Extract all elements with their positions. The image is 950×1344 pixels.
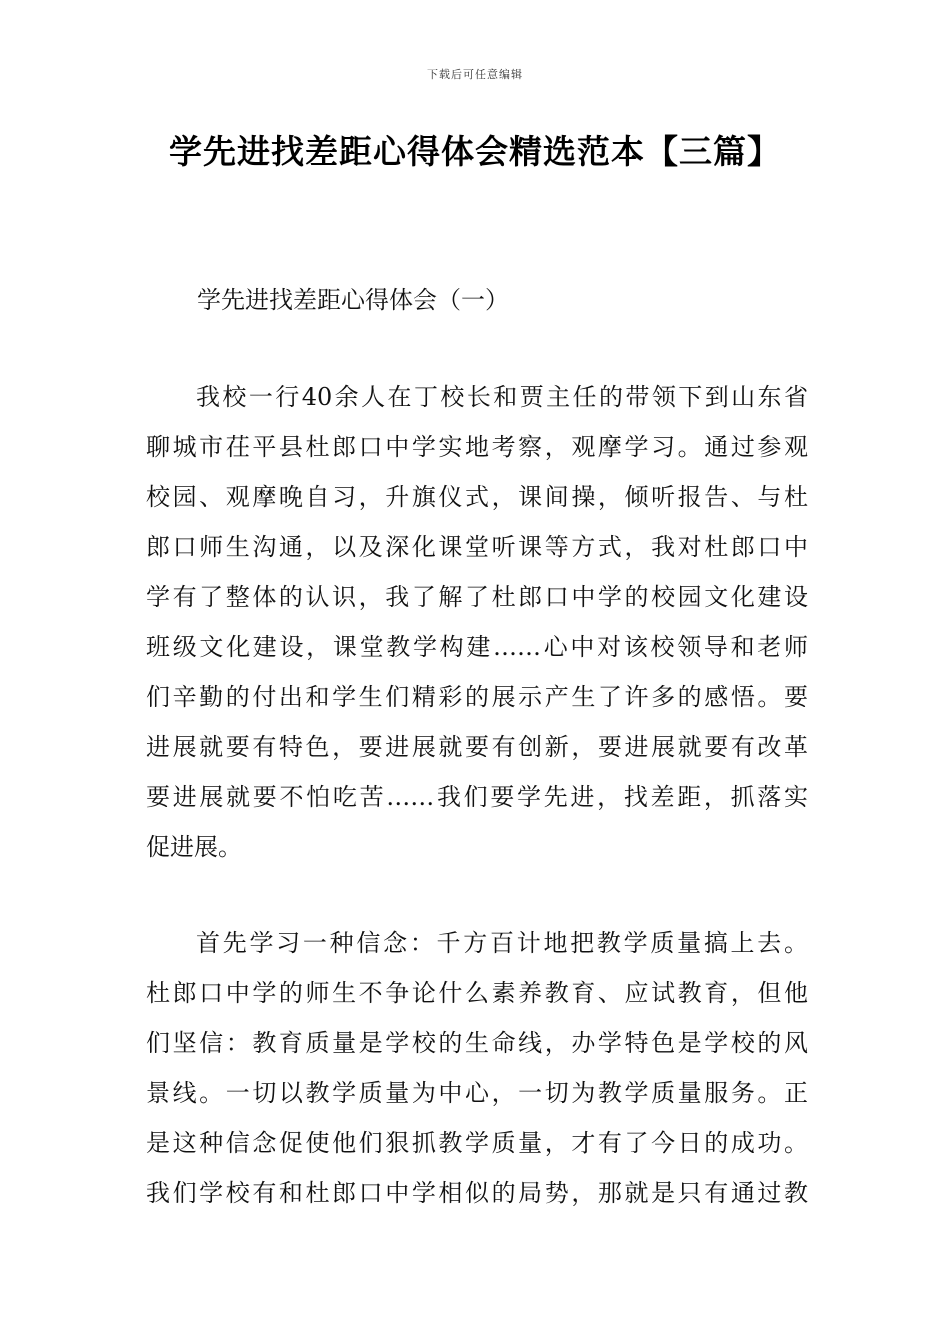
paragraph-line: 我们学校有和杜郎口中学相似的局势，那就是只有通过教 bbox=[146, 1179, 808, 1207]
header-note: 下载后可任意编辑 bbox=[427, 68, 523, 81]
paragraph-line: 进展就要有特色，要进展就要有创新，要进展就要有改革 bbox=[146, 733, 808, 761]
paragraph-line: 们辛勤的付出和学生们精彩的展示产生了许多的感悟。要 bbox=[146, 683, 808, 711]
paragraph-line: 学有了整体的认识，我了解了杜郎口中学的校园文化建设 bbox=[146, 583, 808, 611]
paragraph-line: 是这种信念促使他们狠抓教学质量，才有了今日的成功。 bbox=[146, 1129, 808, 1157]
paragraph-line: 班级文化建设，课堂教学构建……心中对该校领导和老师 bbox=[146, 633, 808, 661]
paragraph-line: 郎口师生沟通，以及深化课堂听课等方式，我对杜郎口中 bbox=[146, 533, 808, 561]
section-heading: 学先进找差距心得体会（一） bbox=[197, 286, 509, 314]
paragraph-line: 们坚信：教育质量是学校的生命线，办学特色是学校的风 bbox=[146, 1029, 808, 1057]
paragraph-line: 我校一行40余人在丁校长和贾主任的带领下到山东省 bbox=[196, 383, 808, 411]
paragraph-line: 景线。一切以教学质量为中心，一切为教学质量服务。正 bbox=[146, 1079, 808, 1107]
paragraph-line: 聊城市茌平县杜郎口中学实地考察，观摩学习。通过参观 bbox=[146, 433, 808, 461]
paragraph-line: 首先学习一种信念：千方百计地把教学质量搞上去。 bbox=[196, 929, 808, 957]
paragraph-line: 要进展就要不怕吃苦……我们要学先进，找差距，抓落实 bbox=[146, 783, 808, 811]
body-paragraph bbox=[146, 372, 808, 872]
document-title: 学先进找差距心得体会精选范本【三篇】 bbox=[169, 132, 781, 171]
paragraph-line: 促进展。 bbox=[146, 833, 242, 861]
paragraph-line: 校园、观摩晚自习，升旗仪式，课间操，倾听报告、与杜 bbox=[146, 483, 808, 511]
paragraph-line: 杜郎口中学的师生不争论什么素养教育、应试教育，但他 bbox=[146, 979, 808, 1007]
body-paragraph bbox=[146, 918, 808, 1218]
